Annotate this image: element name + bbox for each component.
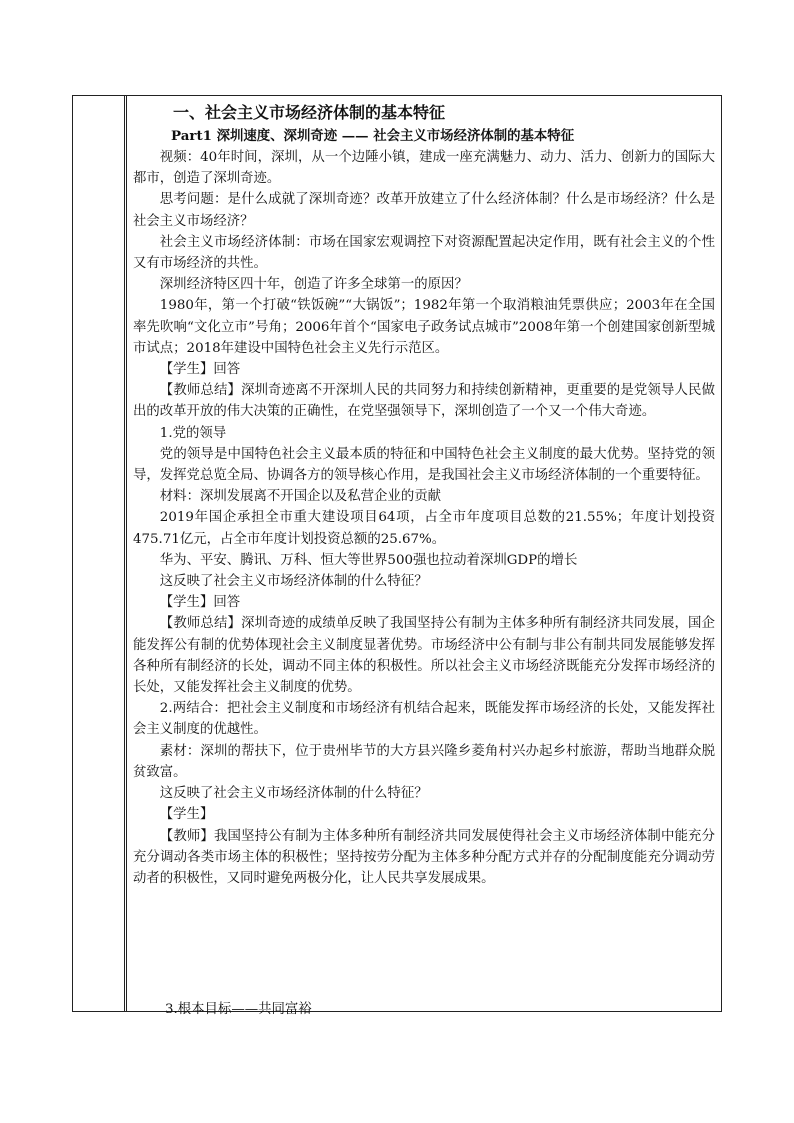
paragraph: 【教师】我国坚持公有制为主体多种所有制经济共同发展使得社会主义市场经济体制中能充分充分调动各类市场主体的积极性；坚持按劳分配为主体多种分配方式并存的分配制度能充分调动劳动者的积极性，又同时避免两极分化，让人民共享发展成果。	[133, 828, 715, 886]
paragraph: 视频：40年时间，深圳，从一个边陲小镇，建成一座充满魅力、动力、活力、创新力的国际大都市，创造了深圳奇迹。	[133, 150, 715, 187]
paragraph: 【教师总结】深圳奇迹的成绩单反映了我国坚持公有制为主体多种所有制经济共同发展，国企能发挥公有制的优势体现社会主义制度显著优势。市场经济中公有制与非公有制共同发展能够发挥各种所有制经济的长处，调动不同主体的积极性。所以社会主义市场经济既能充分发挥市场经济的长处，又能发挥社会主义制度的优势。	[133, 616, 715, 696]
paragraph: 素材：深圳的帮扶下，位于贵州毕节的大方县兴隆乡菱角村兴办起乡村旅游，帮助当地群众脱贫致富。	[133, 743, 715, 780]
table-column-empty	[73, 96, 125, 1011]
paragraph: 【教师总结】深圳奇迹离不开深圳人民的共同努力和持续创新精神，更重要的是党领导人民做出的改革开放的伟大决策的正确性，在党坚强领导下，深圳创造了一个又一个伟大奇迹。	[133, 383, 715, 420]
paragraph: 深圳经济特区四十年，创造了许多全球第一的原因？	[159, 277, 468, 293]
paragraph: 材料：深圳发展离不开国企以及私营企业的贡献	[159, 489, 441, 505]
paragraph: 1.党的领导	[159, 425, 227, 441]
part-title: Part1 深圳速度、深圳奇迹 —— 社会主义市场经济体制的基本特征	[171, 128, 575, 144]
paragraph: 1980年，第一个打破“铁饭碗”“大锅饭”；1982年第一个取消粮油凭票供应；2003年在全国率先吹响“文化立市”号角；2006年首个“国家电子政务试点城市”2008年第一个创建国家创新型城市试点；2018年建设中国特色社会主义先行示范区。	[133, 298, 715, 356]
paragraph: 【学生】回答	[159, 362, 241, 378]
paragraph: 【学生】回答	[159, 595, 241, 611]
paragraph: 思考问题：是什么成就了深圳奇迹？改革开放建立了什么经济体制？什么是市场经济？什么是社会主义市场经济？	[133, 192, 715, 229]
section-title: 一、社会主义市场经济体制的基本特征	[173, 103, 446, 122]
paragraph: 这反映了社会主义市场经济体制的什么特征？	[159, 786, 428, 802]
lesson-table	[72, 95, 722, 1017]
table-column-divider	[125, 96, 127, 1011]
lesson-content	[133, 100, 715, 889]
paragraph: 这反映了社会主义市场经济体制的什么特征？	[159, 574, 428, 590]
section-subtitle: 3.根本目标——共同富裕	[165, 1002, 312, 1017]
paragraph: 2.两结合：把社会主义制度和市场经济有机结合起来，既能发挥市场经济的长处，又能发挥社会主义制度的优越性。	[133, 701, 715, 738]
paragraph: 2019年国企承担全市重大建设项目64项，占全市年度项目总数的21.55%；年度计划投资475.71亿元，占全市年度计划投资总额的25.67%。	[133, 510, 715, 547]
paragraph: 【学生】	[159, 807, 214, 823]
paragraph: 社会主义市场经济体制：市场在国家宏观调控下对资源配置起决定作用，既有社会主义的个性又有市场经济的共性。	[133, 234, 715, 272]
paragraph: 华为、平安、腾讯、万科、恒大等世界500强也拉动着深圳GDP的增长	[159, 552, 578, 568]
paragraph: 党的领导是中国特色社会主义最本质的特征和中国特色社会主义制度的最大优势。坚持党的领导，发挥党总览全局、协调各方的领导核心作用，是我国社会主义市场经济体制的一个重要特征。	[133, 446, 715, 484]
